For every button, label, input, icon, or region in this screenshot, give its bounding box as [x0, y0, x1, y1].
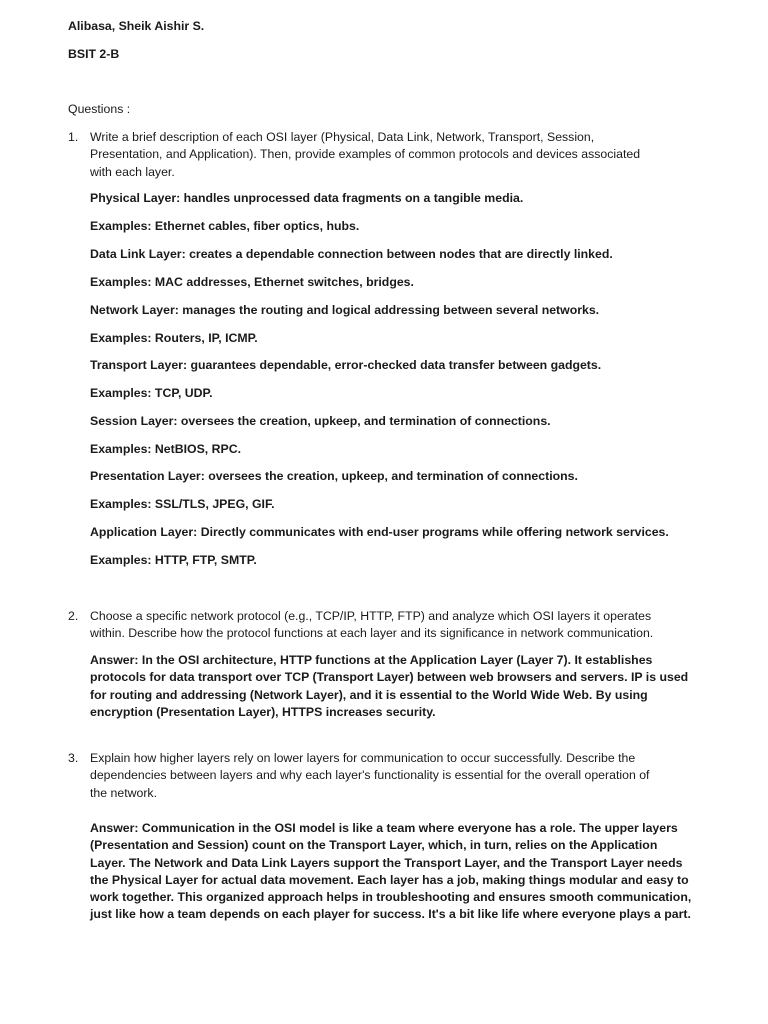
- answer-3: [90, 820, 691, 924]
- student-name: Alibasa, Sheik Aishir S.: [68, 19, 205, 33]
- answer-3-line: work together. This organized approach helps in troubleshooting and ensures smooth communication,: [90, 890, 692, 905]
- question-2-text: [90, 608, 653, 643]
- examples-presentation-layer: Examples: SSL/TLS, JPEG, GIF.: [90, 497, 275, 511]
- answer-3-line: the Physical Layer for actual data movement. Each layer has a job, making things modular and easy to: [90, 872, 689, 887]
- question-1-line: Write a brief description of each OSI layer (Physical, Data Link, Network, Transport, Session,: [90, 130, 595, 144]
- question-1-number: 1.: [68, 130, 79, 144]
- question-1-text: [90, 129, 640, 181]
- answer-3-line: (Presentation and Session) count on the Transport Layer, which, in turn, relies on the Application: [90, 838, 658, 853]
- question-3-number: 3.: [68, 751, 79, 765]
- examples-session-layer: Examples: NetBIOS, RPC.: [90, 442, 242, 456]
- question-3-line: Explain how higher layers rely on lower layers for communication to occur successfully. Describe the: [90, 751, 636, 765]
- answer-network-layer: Network Layer: manages the routing and logical addressing between several networks.: [90, 303, 600, 317]
- question-2-line: Choose a specific network protocol (e.g., TCP/IP, HTTP, FTP) and analyze which OSI layers it operates: [90, 609, 652, 623]
- examples-data-link-layer: Examples: MAC addresses, Ethernet switches, bridges.: [90, 275, 414, 289]
- examples-network-layer: Examples: Routers, IP, ICMP.: [90, 331, 258, 345]
- question-1-line: Presentation, and Application). Then, provide examples of common protocols and devices associated: [90, 147, 641, 162]
- answer-2-line: for routing and addressing (Network Layer), and it is essential to the World Wide Web. By using: [90, 687, 648, 702]
- answer-2-line: protocols for data transport over TCP (Transport Layer) between web browsers and servers. IP is used: [90, 670, 689, 685]
- answer-application-layer: Application Layer: Directly communicates with end-user programs while offering network services.: [90, 525, 669, 539]
- answer-3-line: just like how a team depends on each player for success. It's a bit like life where everyone plays a part.: [90, 907, 691, 922]
- student-section: BSIT 2-B: [68, 47, 120, 61]
- question-2-number: 2.: [68, 609, 79, 623]
- question-3-text: [90, 750, 649, 802]
- question-3-line: the network.: [90, 785, 157, 800]
- answer-data-link-layer: Data Link Layer: creates a dependable connection between nodes that are directly linked.: [90, 247, 613, 261]
- examples-application-layer: Examples: HTTP, FTP, SMTP.: [90, 553, 257, 567]
- answer-transport-layer: Transport Layer: guarantees dependable, error-checked data transfer between gadgets.: [90, 358, 602, 372]
- question-1-line: with each layer.: [90, 164, 175, 179]
- answer-3-line: Layer. The Network and Data Link Layers support the Transport Layer, and the Transport Layer needs: [90, 855, 683, 870]
- examples-physical-layer: Examples: Ethernet cables, fiber optics, hubs.: [90, 219, 360, 233]
- question-3-line: dependencies between layers and why each layer's functionality is essential for the overall operation of: [90, 768, 650, 783]
- answer-3-line: Answer: Communication in the OSI model is like a team where everyone has a role. The upper layers: [90, 821, 678, 835]
- answer-2-line: Answer: In the OSI architecture, HTTP functions at the Application Layer (Layer 7). It establishes: [90, 653, 653, 667]
- questions-label: Questions :: [68, 102, 131, 116]
- question-2-line: within. Describe how the protocol functions at each layer and its significance in network communication.: [90, 626, 654, 641]
- examples-transport-layer: Examples: TCP, UDP.: [90, 386, 213, 400]
- answer-session-layer: Session Layer: oversees the creation, upkeep, and termination of connections.: [90, 414, 551, 428]
- answer-presentation-layer: Presentation Layer: oversees the creation, upkeep, and termination of connections.: [90, 469, 578, 483]
- answer-2-line: encryption (Presentation Layer), HTTPS increases security.: [90, 704, 436, 719]
- answer-physical-layer: Physical Layer: handles unprocessed data fragments on a tangible media.: [90, 191, 524, 205]
- answer-2: [90, 652, 688, 721]
